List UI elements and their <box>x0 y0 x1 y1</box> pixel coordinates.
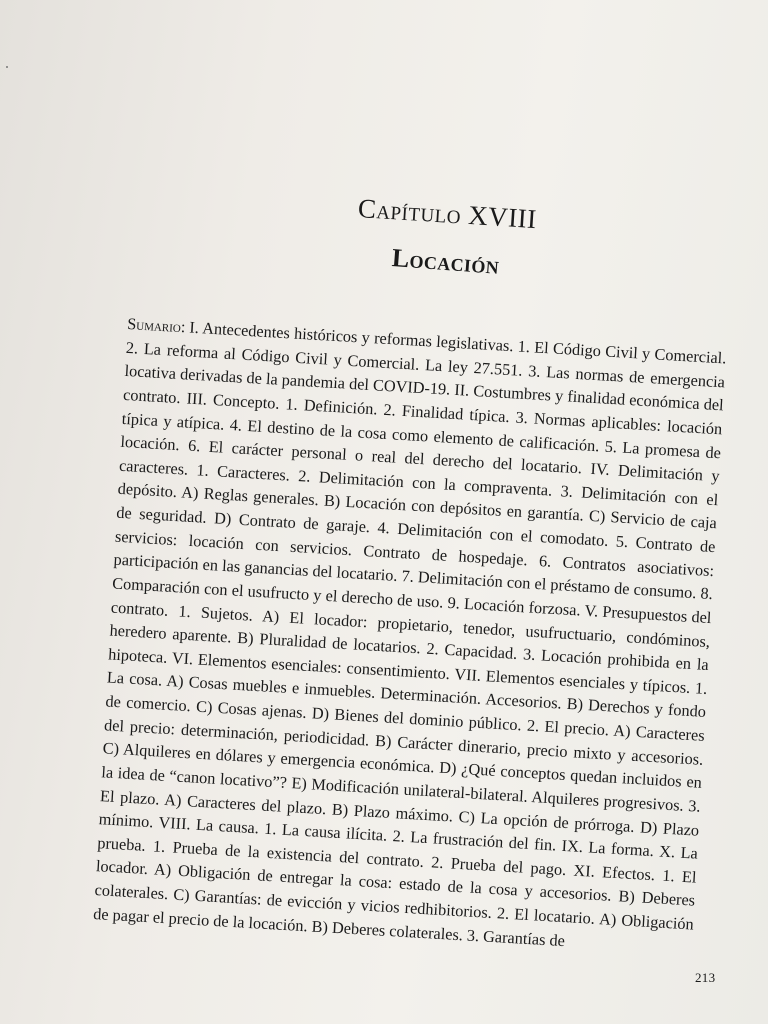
dust-speck <box>6 66 8 68</box>
page-number: 213 <box>695 970 716 985</box>
summary-text: I. Antecedentes históricos y reformas legislativas. 1. El Código Civil y Comercial. 2. La reforma al Código Civil y Comercial. La ley 27.551. 3. Las normas de emergencia locativa derivadas de la pandemia del COVID-19. II. Costumbres y finalidad económica del contrato. III. Concepto. 1. Definición. 2. Finalidad típica. 3. Normas aplicables: locación típica y atípica. 4. El destino de la cosa como elemento de calificación. 5. La promesa de locación. 6. El carácter personal o real del derecho del locatario. IV. Delimitación y caracteres. 1. Caracteres. 2. Delimitación con la compraventa. 3. Delimitación con el depósito. A) Reglas generales. B) Locación con depósitos en garantía. C) Servicio de caja de seguridad. D) Contrato de garaje. 4. Delimitación con el comodato. 5. Contrato de servicios: locación con servicios. Contrato de hospedaje. 6. Contratos asociativos: participación en las ganancias del locatario. 7. Delimitación con el préstamo de consumo. 8. Comparación con el usufructo y el derecho de uso. 9. Locación forzosa. V. Presupuestos del contrato. 1. Sujetos. A) El locador: propietario, tenedor, usufructuario, condóminos, heredero aparente. B) Pluralidad de locatarios. 2. Capacidad. 3. Locación prohibida en la hipoteca. VI. Elementos esenciales: consentimiento. VII. Elementos esenciales y típicos. 1. La cosa. A) Cosas muebles e inmuebles. Determinación. Accesorios. B) Derechos y fondo de comercio. C) Cosas ajenas. D) Bienes del dominio público. 2. El precio. A) Caracteres del precio: determinación, periodicidad. B) Carácter dinerario, precio mixto y accesorios. C) Alquileres en dólares y emergencia económica. D) ¿Qué conceptos quedan incluidos en la idea de “canon locativo”? E) Modificación unilateral-bilateral. Alquileres progresivos. 3. El plazo. A) Caracteres del plazo. B) Plazo máximo. C) La opción de prórroga. D) Plazo mínimo. VIII. La causa. 1. La causa ilícita. 2. La frustración del fin. IX. La forma. X. La prueba. 1. Prueba de la existencia del contrato. 2. Prueba del pago. XI. Efectos. 1. El locador. A) Obligación de entregar la cosa: estado de la cosa y accesorios. B) Deberes colaterales. C) Garantías: de evicción y vicios redhibitorios. 2. El locatario. A) Obligación de pagar el precio de la locación. B) Deberes colaterales. 3. Garantías de <box>92 317 727 950</box>
chapter-summary <box>93 312 727 960</box>
chapter-title: Locación <box>390 243 501 280</box>
summary-label: Sumario: <box>126 313 186 337</box>
chapter-number: Capítulo XVIII <box>357 193 538 235</box>
